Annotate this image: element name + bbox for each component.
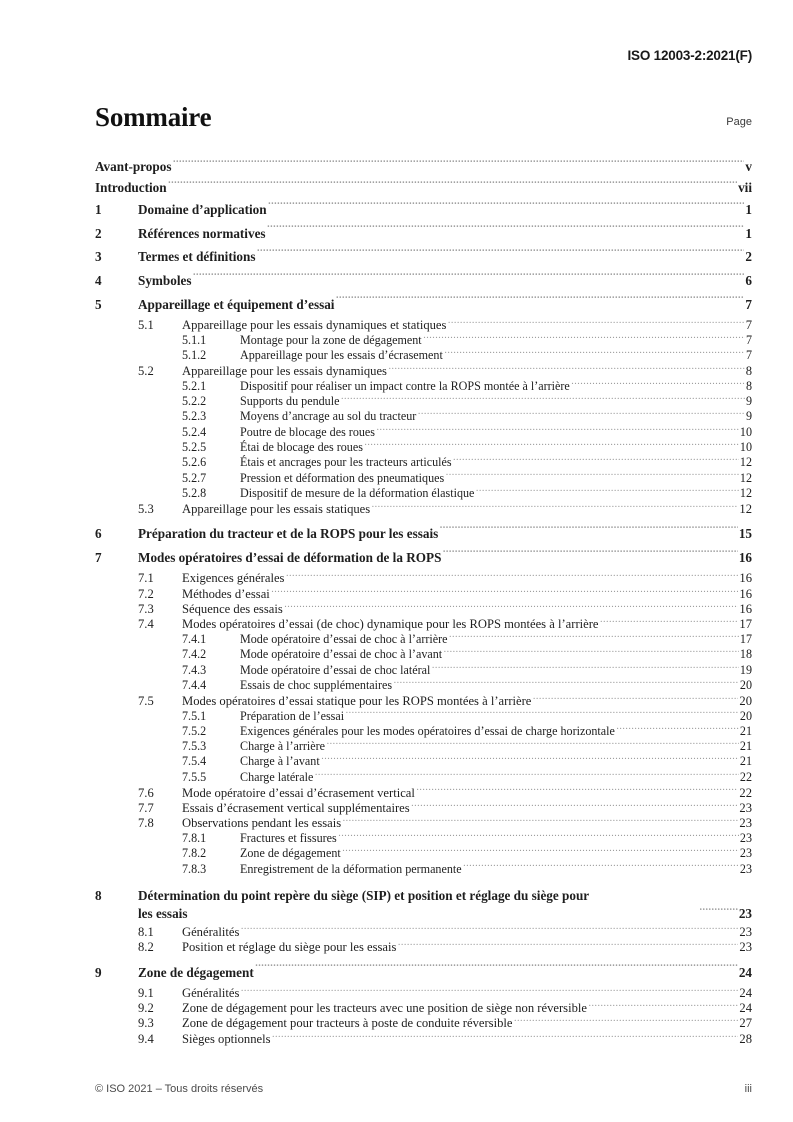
toc-entry-number: 7.4.4 [182,677,207,692]
toc-entry-page: 23 [738,905,752,921]
leader-dots [440,525,738,538]
toc-entry-page: 7 [745,318,752,333]
toc-entry-number: 7.6 [138,785,154,800]
toc-entry-page: 23 [739,816,752,831]
toc-entry-number: 7.5.2 [182,723,207,738]
leader-dots [444,646,739,658]
toc-entry-page: 24 [739,985,752,1000]
toc-entry-number: 7.5.1 [182,708,207,723]
toc-entry[interactable] [95,585,752,600]
toc-entry[interactable] [95,362,752,377]
toc-entry-page: 16 [739,601,752,616]
toc-entry-page: 22 [739,785,752,800]
toc-entry[interactable] [95,317,752,332]
toc-entry-number: 7.5.4 [182,754,207,769]
toc-entry-label: Préparation du tracteur et de la ROPS pour les essais [138,526,439,542]
leader-dots [284,600,738,613]
toc-entry-number: 5.3 [138,501,154,516]
toc-entry[interactable] [95,245,752,269]
toc-entry-number: 5.2.1 [182,378,207,393]
toc-entry-page: 24 [739,1001,752,1016]
leader-dots [341,393,745,405]
leader-dots [268,201,744,214]
leader-dots [173,158,744,171]
toc-entry[interactable] [95,546,752,570]
toc-entry-number: 3 [95,249,102,265]
toc-entry-label-continued: les essais [138,905,188,921]
toc-entry[interactable] [95,269,752,293]
toc-entry-label: Termes et définitions [138,249,256,265]
toc-entry[interactable] [95,646,752,661]
toc-entry-number: 9.2 [138,1001,154,1016]
toc-entry[interactable] [95,570,752,585]
toc-entry[interactable] [95,662,752,677]
leader-dots [372,500,739,513]
toc-entry-page: 1 [745,225,752,241]
toc-entry-page: 16 [739,586,752,601]
toc-entry-label: Poutre de blocage des roues [240,424,376,439]
toc-entry-number: 5.2.7 [182,470,207,485]
toc-entry-number: 5.1 [138,318,154,333]
toc-entry[interactable] [95,784,752,799]
toc-entry-number: 8.1 [138,924,154,939]
leader-dots [443,549,738,562]
toc-entry-number: 7.7 [138,800,154,815]
toc-entry[interactable] [95,500,752,515]
toc-entry-page: 2 [745,249,752,265]
toc-entry-label: Modes opératoires d’essai (de choc) dynamique pour les ROPS montées à l’arrière [182,617,599,632]
toc-entry[interactable] [95,485,752,500]
toc-entry[interactable] [95,769,752,784]
toc-entry-page: 17 [739,632,752,647]
toc-entry[interactable] [95,753,752,768]
toc-entry-label: Généralités [182,985,240,1000]
toc-entry-number: 5.2.5 [182,439,207,454]
toc-entry-number: 4 [95,273,102,289]
toc-entry-number: 7.4.1 [182,632,207,647]
leader-dots [533,692,739,705]
toc-entry-label: Modes opératoires d’essai de déformation de la ROPS [138,550,442,566]
toc-entry[interactable] [95,830,752,845]
document-header-id: ISO 12003-2:2021(F) [627,48,752,63]
leader-dots [338,830,739,842]
toc-entry[interactable] [95,723,752,738]
toc-entry-label: Appareillage pour les essais d’écrasement [240,348,443,363]
leader-dots [321,753,739,765]
toc-entry-page: 7 [745,332,752,347]
leader-dots [271,585,738,598]
toc-entry-number: 9.3 [138,1016,154,1031]
toc-entry-page: 19 [739,662,752,677]
leader-dots [388,362,744,375]
toc-entry-number: 7.5.5 [182,769,207,784]
leader-dots [168,179,737,192]
toc-entry-label: Enregistrement de la déformation permanente [240,861,462,876]
toc-entry-label: Références normatives [138,225,266,241]
toc-entry[interactable] [95,616,752,631]
toc-entry-page: 21 [739,754,752,769]
toc-entry-page: 28 [739,1031,752,1046]
document-footer [95,1083,752,1095]
toc-entry[interactable] [95,347,752,362]
toc-entry-second-line [95,905,752,923]
toc-entry-page: 23 [739,939,752,954]
toc-entry[interactable] [95,923,752,938]
toc-entry-page: 7 [745,348,752,363]
toc-entry[interactable] [95,393,752,408]
toc-entry-page: 23 [739,846,752,861]
leader-dots [416,784,738,797]
leader-dots [446,469,739,481]
toc-entry[interactable] [95,845,752,860]
toc-entry[interactable] [95,677,752,692]
toc-entry-label: Généralités [182,924,240,939]
toc-entry-label: Zone de dégagement [138,964,254,980]
leader-dots [241,984,739,997]
toc-entry-label: Pression et déformation des pneumatiques [240,470,445,485]
toc-entry-page: 12 [739,485,752,500]
toc-entry-label: Charge à l’avant [240,754,320,769]
leader-dots [476,485,739,497]
leader-dots [193,272,744,285]
leader-dots [394,677,739,689]
toc-entry-label: Mode opératoire d’essai de choc latéral [240,662,431,677]
toc-entry[interactable] [95,293,752,317]
leader-dots [241,923,739,936]
leader-dots [343,815,739,828]
toc-entry-page: 23 [739,800,752,815]
toc-entry-label: Étai de blocage des roues [240,439,363,454]
toc-entry-label: Observations pendant les essais [182,816,342,831]
leader-dots [616,723,739,735]
toc-entry-number: 5.2.2 [182,394,207,409]
leader-dots [272,1030,738,1043]
toc-entry-number: 5.2.4 [182,424,207,439]
toc-entry-label: Avant-propos [95,159,172,174]
toc-entry-label: Supports du pendule [240,394,340,409]
toc-entry-number: 7.8.2 [182,846,207,861]
table-of-contents [95,156,752,1045]
toc-entry[interactable] [95,984,752,999]
toc-entry-page: 17 [739,617,752,632]
toc-entry-page: 23 [739,924,752,939]
toc-entry-number: 9.4 [138,1031,154,1046]
toc-entry-label: Charge latérale [240,769,314,784]
leader-dots [327,738,739,750]
toc-entry-page: 22 [739,769,752,784]
toc-entry-page: 21 [739,723,752,738]
toc-entry-label: Sièges optionnels [182,1031,271,1046]
leader-dots [364,439,739,451]
toc-entry[interactable] [95,332,752,347]
toc-entry-page: 9 [745,409,752,424]
toc-entry-label: Zone de dégagement [240,846,341,861]
toc-entry-number: 5 [95,296,102,312]
toc-entry-label: Charge à l’arrière [240,739,326,754]
toc-entry[interactable] [95,522,752,546]
toc-entry-number: 7.8 [138,816,154,831]
leader-dots [449,631,739,643]
toc-entry-label: Appareillage et équipement d’essai [138,296,335,312]
toc-entry-number: 5.2.8 [182,485,207,500]
toc-entry-label: Zone de dégagement pour tracteurs à poste de conduite réversible [182,1016,513,1031]
toc-entry-label: Montage pour la zone de dégagement [240,332,422,347]
page-column-header: Page [726,116,752,128]
toc-entry-label: Symboles [138,273,192,289]
toc-entry-label: Fractures et fissures [240,830,337,845]
leader-dots [336,296,744,309]
leader-dots [600,616,738,629]
toc-entry[interactable] [95,1000,752,1015]
leader-dots [514,1015,738,1028]
toc-entry-number: 5.2 [138,364,154,378]
toc-entry[interactable] [95,883,752,923]
toc-entry-label: Domaine d’application [138,202,267,217]
toc-entry-page: 12 [739,470,752,485]
toc-entry-label: Exigences générales [182,571,285,586]
toc-entry[interactable] [95,177,752,198]
toc-entry-number: 5.2.3 [182,409,207,424]
leader-dots [463,860,739,872]
toc-entry-label: Appareillage pour les essais dynamiques [182,364,387,378]
toc-entry-page: 10 [739,424,752,439]
toc-entry-number: 5.2.6 [182,455,207,470]
leader-dots [346,707,739,719]
toc-entry-label: Moyens d’ancrage au sol du tracteur [240,409,417,424]
toc-entry[interactable] [95,692,752,707]
toc-entry-label: Position et réglage du siège pour les essais [182,939,397,954]
leader-dots [315,769,739,781]
toc-entry-page: 1 [745,202,752,217]
toc-entry-number: 5.1.1 [182,332,207,347]
leader-dots [448,317,745,330]
toc-entry[interactable] [95,631,752,646]
leader-dots [453,454,739,466]
leader-dots [255,963,738,976]
toc-entry[interactable] [95,439,752,454]
page-folio: iii [744,1083,752,1095]
leader-dots [398,938,739,951]
toc-entry[interactable] [95,198,752,222]
toc-entry-page: 20 [739,708,752,723]
toc-entry-label: Étais et ancrages pour les tracteurs articulés [240,455,452,470]
toc-entry-number: 8.2 [138,939,154,954]
toc-entry[interactable] [95,1015,752,1030]
toc-entry-page: 24 [738,964,752,980]
toc-entry-page: 8 [745,378,752,393]
toc-entry-label: Exigences générales pour les modes opératoires d’essai de charge horizontale [240,723,615,738]
toc-entry[interactable] [95,938,752,953]
toc-entry-number: 7.3 [138,601,154,616]
toc-entry-number: 5.1.2 [182,348,207,363]
toc-entry[interactable] [95,1030,752,1045]
toc-entry-page: 12 [739,501,752,516]
toc-entry-number: 7.4.3 [182,662,207,677]
toc-entry-number: 6 [95,526,102,542]
leader-dots [377,424,739,436]
leader-dots [411,799,738,812]
toc-entry-label: Détermination du point repère du siège (SIP) et position et réglage du siège pour [138,887,590,903]
leader-dots [267,225,744,238]
toc-entry-page: 20 [739,677,752,692]
leader-dots [588,1000,738,1013]
toc-entry[interactable] [95,738,752,753]
toc-entry-number: 7.1 [138,571,154,586]
leader-dots [571,378,745,390]
toc-entry-page: v [745,159,752,174]
toc-entry-number: 7.5.3 [182,739,207,754]
toc-entry-page: 18 [739,647,752,662]
toc-entry-number: 7.5 [138,693,154,708]
toc-entry[interactable] [95,222,752,246]
toc-entry-page: vii [738,180,752,195]
leader-dots [342,845,739,857]
leader-dots [432,662,739,674]
toc-entry-label: Modes opératoires d’essai statique pour les ROPS montées à l’arrière [182,693,532,708]
leader-dots [286,570,738,583]
toc-entry-page: 9 [745,394,752,409]
toc-entry-number: 7.4.2 [182,647,207,662]
toc-entry[interactable] [95,799,752,814]
leader-dots [444,347,745,359]
leader-dots [418,408,745,420]
toc-entry-label: Essais de choc supplémentaires [240,677,393,692]
toc-entry-label: Dispositif de mesure de la déformation élastique [240,485,475,500]
toc-entry-page: 23 [739,830,752,845]
toc-entry-label: Introduction [95,180,167,195]
toc-entry-label: Dispositif pour réaliser un impact contre la ROPS montée à l’arrière [240,378,570,393]
toc-title-row [95,104,752,131]
toc-entry-number: 8 [95,887,102,903]
toc-entry-label: Méthodes d’essai [182,586,270,601]
toc-entry-page: 16 [739,571,752,586]
toc-entry[interactable] [95,707,752,722]
toc-entry[interactable] [95,860,752,875]
toc-entry-number: 9 [95,964,102,980]
leader-dots [257,248,744,261]
toc-entry-number: 7.8.1 [182,830,207,845]
toc-entry-number: 2 [95,225,102,241]
toc-entry-page: 7 [745,296,752,312]
toc-entry-number: 7.4 [138,617,154,632]
toc-entry-label: Mode opératoire d’essai d’écrasement vertical [182,785,415,800]
toc-entry[interactable] [95,424,752,439]
toc-entry-page: 10 [739,439,752,454]
toc-entry[interactable] [95,815,752,830]
leader-dots [423,332,745,344]
toc-entry-number: 1 [95,202,102,217]
toc-entry-label: Mode opératoire d’essai de choc à l’avant [240,647,443,662]
toc-entry-number: 7 [95,550,102,566]
toc-entry-page: 6 [745,273,752,289]
toc-entry[interactable] [95,378,752,393]
toc-entry-page: 21 [739,739,752,754]
toc-entry-number: 7.2 [138,586,154,601]
toc-entry-number: 9.1 [138,985,154,1000]
toc-entry-label: Appareillage pour les essais dynamiques et statiques [182,318,447,333]
copyright-notice: © ISO 2021 – Tous droits réservés [95,1083,264,1095]
toc-entry-page: 20 [739,693,752,708]
toc-entry-page: 12 [739,455,752,470]
toc-entry[interactable] [95,600,752,615]
toc-entry[interactable] [95,156,752,177]
toc-entry-page: 27 [739,1016,752,1031]
toc-entry-label: Mode opératoire d’essai de choc à l’arrière [240,632,448,647]
toc-entry-page: 16 [738,550,752,566]
toc-entry[interactable] [95,469,752,484]
toc-entry[interactable] [95,454,752,469]
toc-entry-label: Essais d’écrasement vertical supplémentaires [182,800,410,815]
toc-entry-page: 23 [739,861,752,876]
page-title: Sommaire [95,102,212,132]
toc-entry-number: 7.8.3 [182,861,207,876]
toc-entry[interactable] [95,961,752,985]
toc-entry-label: Appareillage pour les essais statiques [182,501,371,516]
toc-entry[interactable] [95,408,752,423]
toc-entry-page: 15 [738,526,752,542]
toc-entry-page: 8 [745,364,752,378]
toc-entry-label: Zone de dégagement pour les tracteurs avec une position de siège non réversible [182,1001,587,1016]
toc-entry-label: Séquence des essais [182,601,283,616]
toc-entry-label: Préparation de l’essai [240,708,345,723]
leader-dots [700,905,738,918]
